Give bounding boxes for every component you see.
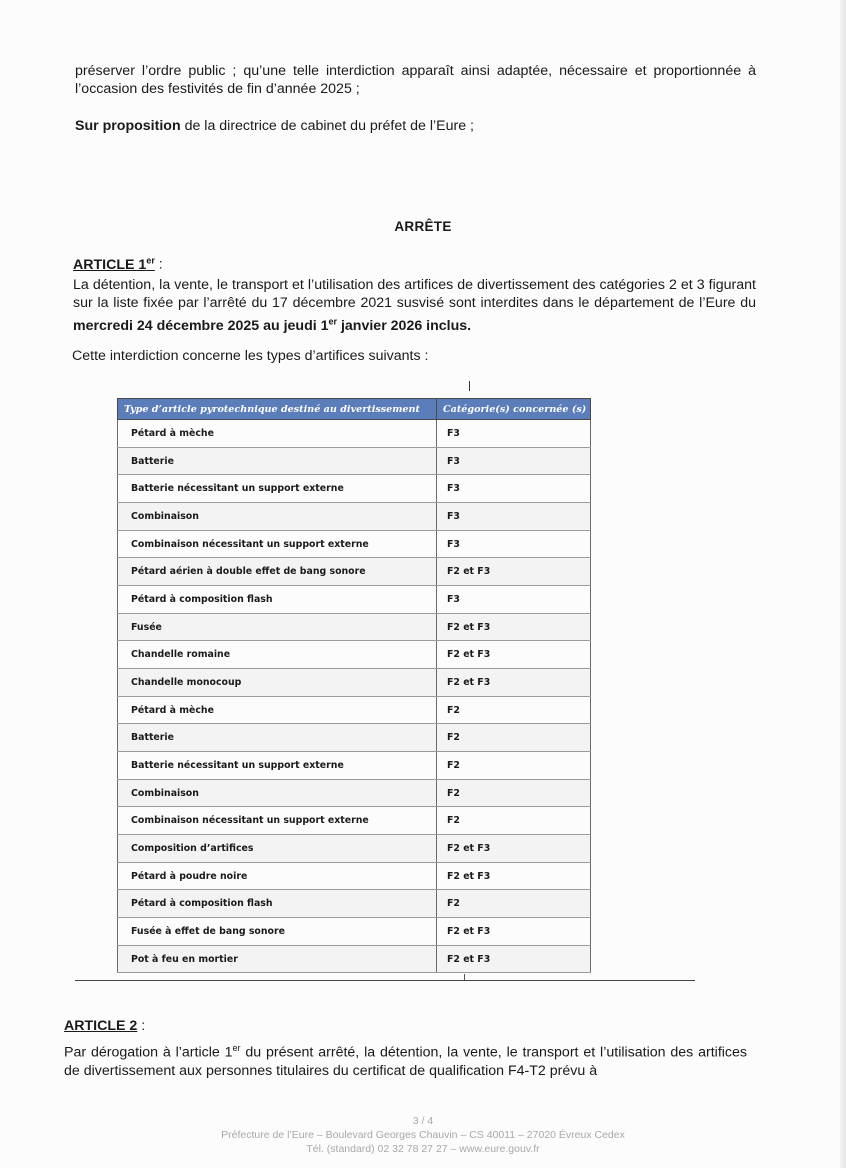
article-type-cell: Batterie xyxy=(118,724,437,752)
proposal-paragraph xyxy=(75,117,756,135)
category-cell: F3 xyxy=(437,586,591,614)
header-category: Catégorie(s) concernée (s) xyxy=(437,399,591,420)
article-type-cell: Combinaison xyxy=(118,503,437,531)
table-row xyxy=(118,752,591,780)
category-cell: F2 et F3 xyxy=(437,558,591,586)
article-type-cell: Combinaison nécessitant un support externe xyxy=(118,807,437,835)
category-cell: F2 xyxy=(437,696,591,724)
proposal-bold: Sur proposition xyxy=(75,118,181,134)
article2-body-a: Par dérogation à l’article 1 xyxy=(64,1044,233,1061)
proposal-rest: de la directrice de cabinet du préfet de l’Eure ; xyxy=(180,118,475,134)
table-row xyxy=(118,669,591,697)
category-cell: F2 xyxy=(437,752,591,780)
article2-body xyxy=(64,1039,747,1080)
category-cell: F3 xyxy=(437,447,591,475)
table-row xyxy=(118,724,591,752)
article-type-cell: Pot à feu en mortier xyxy=(118,945,437,973)
table-row xyxy=(118,918,591,946)
table-row xyxy=(118,420,591,448)
article2-heading xyxy=(64,1018,145,1034)
page-edge-shadow xyxy=(840,0,846,1168)
article-type-cell: Combinaison nécessitant un support externe xyxy=(118,530,437,558)
table-row xyxy=(118,475,591,503)
text-cursor-mark xyxy=(469,381,470,391)
table-row xyxy=(118,835,591,863)
header-type: Type d’article pyrotechnique destiné au divertissement xyxy=(118,399,437,420)
category-cell: F2 xyxy=(437,890,591,918)
category-cell: F2 et F3 xyxy=(437,945,591,973)
article1-dates-sup: er xyxy=(328,316,338,326)
table-row xyxy=(118,696,591,724)
article1-body-start: La détention, la vente, le transport et l’utilisation des artifices de divertissement des catégories 2 et 3 figurant sur la liste fixée par l’arrêté du 17 décembre 2021 susvisé sont interdites dans le département de l’Eure du xyxy=(73,277,756,311)
footer-page-number: 3 / 4 xyxy=(412,1115,434,1127)
article1-heading xyxy=(73,255,163,273)
article-type-cell: Combinaison xyxy=(118,779,437,807)
table-row xyxy=(118,503,591,531)
article2-body-b: du présent arrêté, la détention, la vente, le transport et l’utilisation des artifices de divertissement aux personnes titulaires du certificat de qualification F4-T2 prévu à xyxy=(64,1044,747,1079)
article1-body xyxy=(73,276,756,335)
article-type-cell: Pétard à composition flash xyxy=(118,890,437,918)
table-row xyxy=(118,641,591,669)
category-cell: F2 et F3 xyxy=(437,835,591,863)
category-cell: F3 xyxy=(437,530,591,558)
article-type-cell: Batterie xyxy=(118,447,437,475)
types-intro: Cette interdiction concerne les types d’artifices suivants : xyxy=(72,348,429,364)
table-row xyxy=(118,807,591,835)
article-type-cell: Pétard à composition flash xyxy=(118,586,437,614)
pyrotechnics-table xyxy=(117,398,591,973)
table-row xyxy=(118,586,591,614)
article-type-cell: Chandelle romaine xyxy=(118,641,437,669)
category-cell: F2 xyxy=(437,724,591,752)
article2-heading-text: ARTICLE 2 xyxy=(64,1018,138,1034)
category-cell: F2 xyxy=(437,807,591,835)
article1-heading-text: ARTICLE 1 xyxy=(73,256,147,273)
category-cell: F3 xyxy=(437,420,591,448)
category-cell: F2 et F3 xyxy=(437,641,591,669)
horizontal-rule xyxy=(75,980,695,981)
article1-heading-colon: : xyxy=(154,256,163,273)
table-body xyxy=(118,420,591,973)
article1-dates-b: janvier 2026 inclus. xyxy=(337,317,472,334)
intro-paragraph: préserver l’ordre public ; qu’une telle interdiction apparaît ainsi adaptée, nécessaire et proportionnée à l’occasion des festivités de fin d’année 2025 ; xyxy=(75,63,756,97)
article-type-cell: Pétard à poudre noire xyxy=(118,862,437,890)
article2-heading-colon: : xyxy=(137,1018,146,1034)
table-row xyxy=(118,890,591,918)
article-type-cell: Fusée à effet de bang sonore xyxy=(118,918,437,946)
article-type-cell: Batterie nécessitant un support externe xyxy=(118,475,437,503)
table-row xyxy=(118,779,591,807)
category-cell: F2 xyxy=(437,779,591,807)
table-row xyxy=(118,613,591,641)
article-type-cell: Chandelle monocoup xyxy=(118,669,437,697)
table-row xyxy=(118,945,591,973)
category-cell: F2 et F3 xyxy=(437,862,591,890)
article-type-cell: Fusée xyxy=(118,613,437,641)
decree-title: ARRÊTE xyxy=(394,219,452,234)
article1-heading-sup: er xyxy=(146,255,155,265)
table-row xyxy=(118,530,591,558)
rule-tick-mark xyxy=(464,974,465,981)
category-cell: F2 et F3 xyxy=(437,918,591,946)
article1-dates-a: mercredi 24 décembre 2025 au jeudi 1 xyxy=(73,317,329,334)
category-cell: F3 xyxy=(437,475,591,503)
article2-body-sup: er xyxy=(232,1043,241,1053)
article-type-cell: Pétard à mèche xyxy=(118,420,437,448)
article-type-cell: Composition d’artifices xyxy=(118,835,437,863)
table-header-row xyxy=(118,399,591,420)
footer-contact: Tél. (standard) 02 32 78 27 27 – www.eure.gouv.fr xyxy=(306,1143,540,1155)
footer-address: Préfecture de l’Eure – Boulevard Georges Chauvin – CS 40011 – 27020 Évreux Cedex xyxy=(221,1129,625,1141)
table-row xyxy=(118,862,591,890)
category-cell: F2 et F3 xyxy=(437,669,591,697)
article-type-cell: Pétard aérien à double effet de bang sonore xyxy=(118,558,437,586)
table-row xyxy=(118,558,591,586)
article-type-cell: Batterie nécessitant un support externe xyxy=(118,752,437,780)
article-type-cell: Pétard à mèche xyxy=(118,696,437,724)
category-cell: F2 et F3 xyxy=(437,613,591,641)
category-cell: F3 xyxy=(437,503,591,531)
table-row xyxy=(118,447,591,475)
